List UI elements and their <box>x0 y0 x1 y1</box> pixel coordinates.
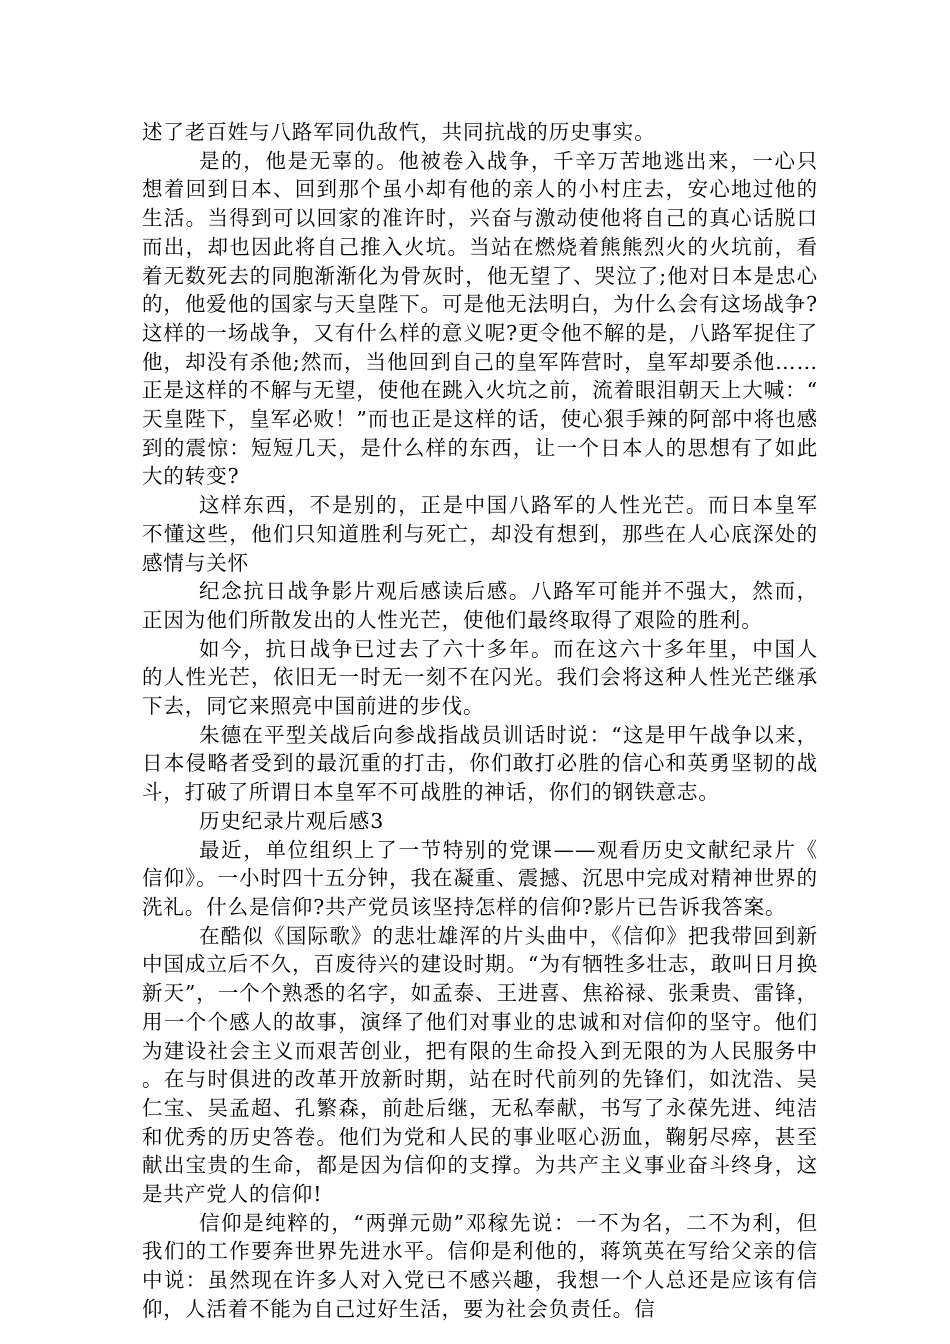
paragraph-1: 述了老百姓与八路军同仇敌忾，共同抗战的历史事实。 <box>142 120 656 144</box>
paragraph-8: 在酷似《国际歌》的悲壮雄浑的片头曲中，《信仰》把我带回到新中国成立后不久，百废待兴的建设时期。“为有牺牲多壮志，敢叫日月换新天”，一个个熟悉的名字，如孟泰、王进喜、焦裕禄、张秉贵、雷锋，用一个个感人的故事，演绎了他们对事业的忠诚和对信仰的坚守。他们为建设社会主义而艰苦创业，把有限的生命投入到无限的为人民服务中。在与时俱进的改革开放新时期，站在时代前列的先锋们，如沈浩、吴仁宝、吴孟超、孔繁森，前赴后继，无私奉献，书写了永葆先进、纯洁和优秀的历史答卷。他们为党和人民的事业呕心沥血，鞠躬尽瘁，甚至献出宝贵的生命，都是因为信仰的支撑。为共产主义事业奋斗终身，这是共产党人的信仰! <box>142 923 818 1207</box>
paragraph-6: 朱德在平型关战后向参战指战员训话时说：“这是甲午战争以来，日本侵略者受到的最沉重的打击，你们敢打必胜的信心和英勇坚韧的战斗，打破了所谓日本皇军不可战胜的神话，你们的钢铁意志。 <box>142 722 818 805</box>
document-page <box>142 118 818 1324</box>
paragraph-9: 信仰是纯粹的，“两弹元勋”邓稼先说：一不为名，二不为利，但我们的工作要奔世界先进水平。信仰是利他的，蒋筑英在写给父亲的信中说：虽然现在许多人对入党已不感兴趣，我想一个人总还是应该有信仰，人活着不能为自己过好生活，要为社会负责任。信 <box>142 1210 818 1321</box>
paragraph-4: 纪念抗日战争影片观后感读后感。八路军可能并不强大，然而，正因为他们所散发出的人性光芒，使他们最终取得了艰险的胜利。 <box>142 579 818 632</box>
paragraph-7: 最近，单位组织上了一节特别的党课——观看历史文献纪录片《信仰》。一小时四十五分钟，我在凝重、震撼、沉思中完成对精神世界的洗礼。什么是信仰?共产党员该坚持怎样的信仰?影片已告诉我答案。 <box>142 837 818 919</box>
paragraph-3: 这样东西，不是别的，正是中国八路军的人性光芒。而日本皇军不懂这些，他们只知道胜利与死亡，却没有想到，那些在人心底深处的感情与关怀 <box>142 493 818 575</box>
section-heading: 历史纪录片观后感3 <box>199 808 385 833</box>
paragraph-5: 如今，抗日战争已过去了六十多年。而在这六十多年里，中国人的人性光芒，依旧无一时无一刻不在闪光。我们会将这种人性光芒继承下去，同它来照亮中国前进的步伐。 <box>142 636 818 719</box>
paragraph-2: 是的，他是无辜的。他被卷入战争，千辛万苦地逃出来，一心只想着回到日本、回到那个虽小却有他的亲人的小村庄去，安心地过他的生活。当得到可以回家的准许时，兴奋与激动使他将自己的真心话脱口而出，却也因此将自己推入火坑。当站在燃烧着熊熊烈火的火坑前，看着无数死去的同胞渐渐化为骨灰时，他无望了、哭泣了;他对日本是忠心的，他爱他的国家与天皇陛下。可是他无法明白，为什么会有这场战争?这样的一场战争，又有什么样的意义呢?更令他不解的是，八路军捉住了他，却没有杀他;然而，当他回到自己的皇军阵营时，皇军却要杀他……正是这样的不解与无望，使他在跳入火坑之前，流着眼泪朝天上大喊：“天皇陛下，皇军必败！”而也正是这样的话，使心狠手辣的阿部中将也感到的震惊：短短几天，是什么样的东西，让一个日本人的思想有了如此大的转变? <box>142 148 818 489</box>
